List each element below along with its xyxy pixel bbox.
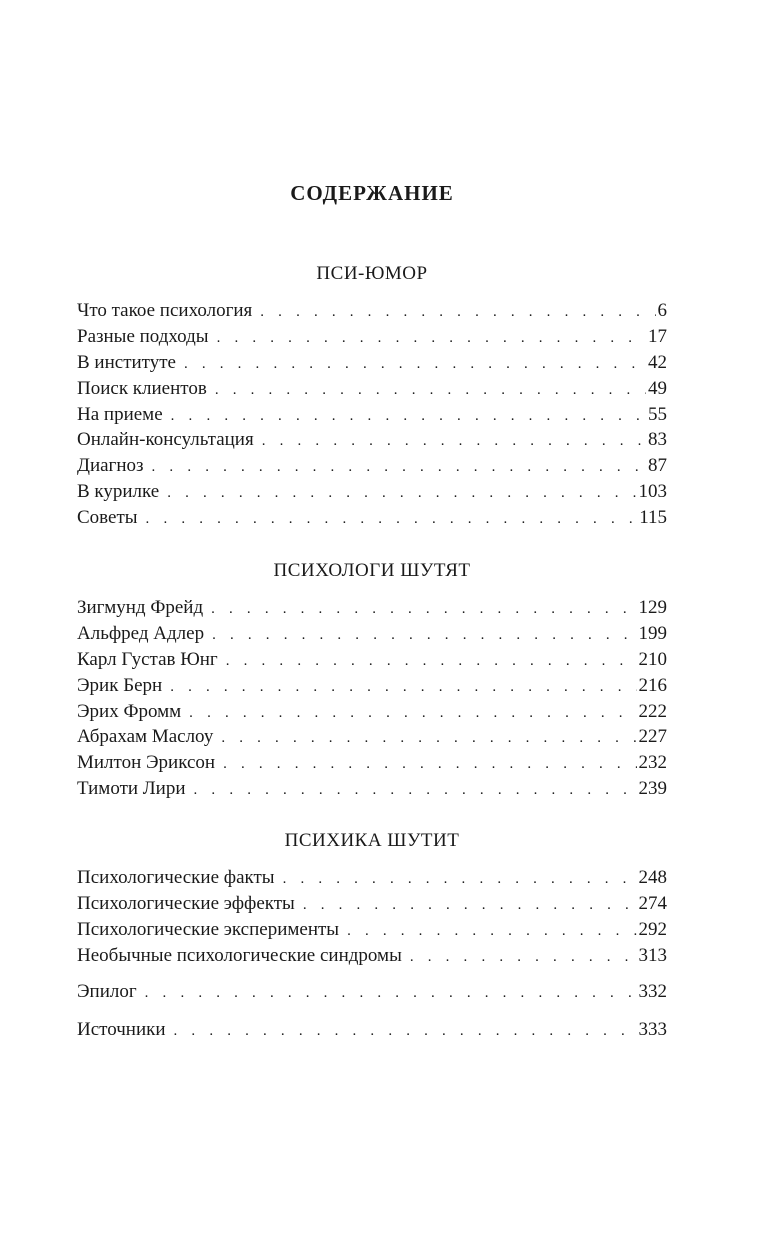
leader-dots	[189, 705, 636, 722]
leader-dots	[167, 485, 636, 502]
toc-entry[interactable]	[77, 778, 667, 804]
toc-entry-page: 216	[638, 674, 667, 696]
leader-dots	[170, 679, 636, 696]
toc-entry[interactable]	[77, 701, 667, 727]
leader-dots	[146, 511, 638, 528]
toc-entry-label: Эрих Фромм	[77, 700, 182, 722]
toc-entry[interactable]	[77, 919, 667, 945]
toc-entry-page: 49	[648, 377, 667, 399]
leader-dots	[223, 756, 636, 773]
toc-entry-page: 239	[638, 778, 667, 800]
toc-entry-page: 227	[638, 726, 667, 748]
toc-entry[interactable]	[77, 404, 667, 430]
toc-entry[interactable]	[77, 481, 667, 507]
toc-entry[interactable]	[77, 623, 667, 649]
leader-dots	[184, 356, 646, 373]
toc-entry-page: 248	[638, 867, 667, 888]
leader-dots	[212, 627, 636, 644]
toc-entry[interactable]	[77, 893, 667, 919]
leader-dots	[215, 382, 646, 399]
toc-entry[interactable]	[77, 726, 667, 752]
leader-dots	[152, 459, 646, 476]
toc-entry-label: Альфред Адлер	[77, 622, 205, 644]
toc-entry-page: 274	[638, 892, 667, 914]
toc-entry-label: Источники	[77, 1019, 166, 1040]
toc-entry-page: 103	[638, 481, 667, 503]
toc-entry[interactable]	[77, 752, 667, 778]
toc-entry-label: Тимоти Лири	[77, 778, 186, 800]
toc-entry-label: Необычные психологические синдромы	[77, 944, 402, 966]
leader-dots	[145, 985, 637, 1002]
toc-list-tail	[77, 1019, 667, 1045]
toc-entry-label: Что такое психология	[77, 300, 253, 321]
leader-dots	[260, 304, 655, 321]
toc-entry-page: 42	[648, 351, 667, 373]
toc-entry[interactable]	[77, 300, 667, 326]
leader-dots	[262, 433, 646, 450]
toc-entry[interactable]	[77, 649, 667, 675]
toc-entry-page: 313	[638, 944, 667, 966]
toc-entry[interactable]	[77, 326, 667, 352]
toc-entry[interactable]	[77, 675, 667, 701]
toc-list-tail	[77, 981, 667, 1007]
toc-entry-label: Карл Густав Юнг	[77, 648, 218, 670]
leader-dots	[226, 653, 637, 670]
toc-entry-label: В институте	[77, 351, 176, 373]
toc-entry[interactable]	[77, 352, 667, 378]
toc-entry-label: Эпилог	[77, 981, 137, 1002]
leader-dots	[303, 897, 637, 914]
toc-entry-page: 210	[638, 648, 667, 670]
leader-dots	[217, 330, 646, 347]
leader-dots	[171, 408, 646, 425]
toc-entry-page: 199	[638, 622, 667, 644]
toc-entry-label: Онлайн-консультация	[77, 429, 254, 451]
toc-entry-label: Психологические эффекты	[77, 892, 295, 914]
toc-entry[interactable]	[77, 981, 667, 1007]
toc-entry-page: 55	[648, 403, 667, 425]
toc-entry-label: В курилке	[77, 481, 160, 503]
toc-entry[interactable]	[77, 1019, 667, 1045]
toc-entry-page: 17	[648, 325, 667, 347]
section-heading: ПСИ-ЮМОР	[316, 263, 428, 284]
toc-entry-page: 333	[638, 1019, 667, 1040]
leader-dots	[194, 782, 637, 799]
leader-dots	[410, 949, 637, 966]
toc-entry-page: 232	[638, 752, 667, 774]
toc-entry[interactable]	[77, 867, 667, 893]
toc-entry-page: 129	[638, 597, 667, 618]
toc-entry[interactable]	[77, 378, 667, 404]
toc-entry-label: Зигмунд Фрейд	[77, 597, 204, 618]
toc-entry-label: Абрахам Маслоу	[77, 726, 214, 748]
toc-entry-page: 6	[657, 300, 667, 321]
toc-entry-page: 332	[638, 981, 667, 1002]
toc-list	[77, 300, 667, 533]
leader-dots	[221, 730, 636, 747]
leader-dots	[211, 601, 636, 618]
toc-entry-label: Эрик Берн	[77, 674, 163, 696]
toc-list	[77, 597, 667, 804]
leader-dots	[347, 923, 636, 940]
toc-entry[interactable]	[77, 597, 667, 623]
toc-entry-label: Разные подходы	[77, 325, 209, 347]
toc-entry[interactable]	[77, 945, 667, 971]
toc-entry-page: 292	[638, 918, 667, 940]
section-heading: ПСИХИКА ШУТИТ	[284, 830, 460, 851]
toc-entry-label: Диагноз	[77, 455, 144, 477]
toc-entry-label: Милтон Эриксон	[77, 752, 216, 774]
toc-entry[interactable]	[77, 455, 667, 481]
leader-dots	[174, 1023, 637, 1040]
toc-list	[77, 867, 667, 971]
toc-entry-label: Поиск клиентов	[77, 377, 207, 399]
leader-dots	[283, 871, 637, 888]
toc-entry-page: 222	[638, 700, 667, 722]
toc-entry-page: 83	[648, 429, 667, 451]
section-heading: ПСИХОЛОГИ ШУТЯТ	[273, 560, 471, 581]
toc-entry-label: На приеме	[77, 403, 163, 425]
page-title: СОДЕРЖАНИЕ	[290, 181, 454, 205]
toc-entry[interactable]	[77, 507, 667, 533]
toc-entry[interactable]	[77, 429, 667, 455]
toc-entry-page: 87	[648, 455, 667, 477]
toc-entry-label: Психологические факты	[77, 867, 275, 888]
toc-entry-label: Психологические эксперименты	[77, 918, 340, 940]
toc-entry-label: Советы	[77, 507, 138, 529]
toc-entry-page: 115	[639, 507, 667, 529]
